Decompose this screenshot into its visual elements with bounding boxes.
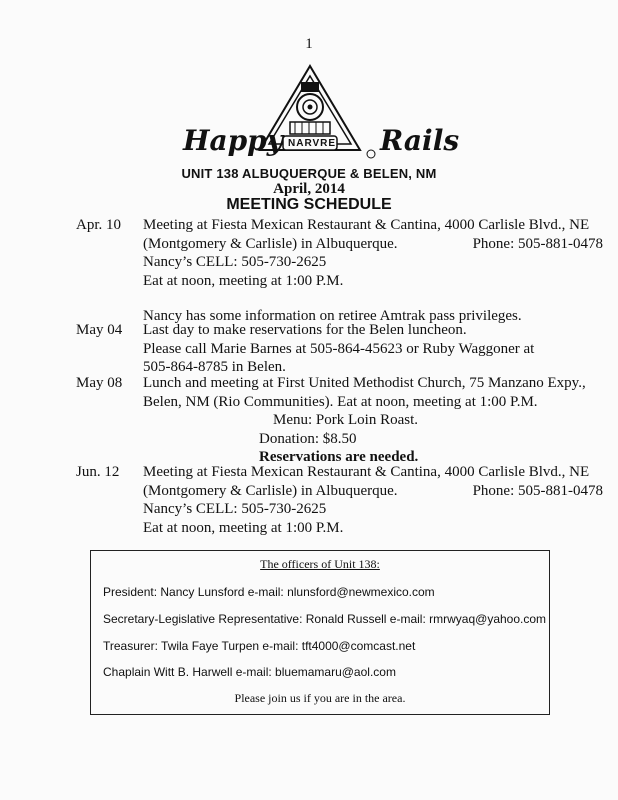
officer-secretary: Secretary-Legislative Representative: Ronald Russell e-mail: rmrwyaq@yahoo.com [103, 612, 547, 626]
entry-line: 505-864-8785 in Belen. [143, 359, 286, 375]
entry-line: Last day to make reservations for the Belen luncheon. [143, 322, 467, 338]
entry-phone: Phone: 505-881-0478 [472, 235, 603, 252]
entry-line: Meeting at Fiesta Mexican Restaurant & Cantina, 4000 Carlisle Blvd., NE [143, 217, 590, 233]
entry-line: Please call Marie Barnes at 505-864-45623 or Ruby Waggoner at [143, 340, 535, 357]
entry-donation: Donation: $8.50 [259, 430, 357, 447]
entry-line: Eat at noon, meeting at 1:00 P.M. [143, 272, 344, 289]
officers-box [90, 550, 550, 715]
officer-president: President: Nancy Lunsford e-mail: nlunsford@newmexico.com [103, 585, 435, 599]
officers-title: The officers of Unit 138: [260, 557, 380, 571]
entry-date: May 08 [76, 375, 123, 391]
entry-date: Jun. 12 [76, 464, 120, 480]
entry-line: Lunch and meeting at First United Methodist Church, 75 Manzano Expy., [143, 375, 586, 391]
logo-script-right: Rails [380, 124, 460, 157]
entry-line: (Montgomery & Carlisle) in Albuquerque. [143, 235, 398, 252]
officer-treasurer: Treasurer: Twila Faye Turpen e-mail: tft4000@comcast.net [103, 639, 416, 653]
logo-script-left: Happy [183, 124, 284, 157]
entry-note: Nancy has some information on retiree Amtrak pass privileges. [143, 308, 522, 324]
entry-reservations: Reservations are needed. [259, 449, 419, 465]
entry-line: Eat at noon, meeting at 1:00 P.M. [143, 519, 344, 536]
entry-menu: Menu: Pork Loin Roast. [273, 412, 418, 428]
officers-footer: Please join us if you are in the area. [234, 691, 406, 705]
officer-chaplain: Chaplain Witt B. Harwell e-mail: bluemamaru@aol.com [103, 665, 396, 679]
entry-date: May 04 [76, 322, 123, 338]
happy-rails-logo [175, 62, 460, 166]
entry-line: Nancy’s CELL: 505-730-2625 [143, 254, 327, 270]
entry-line: Belen, NM (Rio Communities). Eat at noon, meeting at 1:00 P.M. [143, 393, 538, 410]
logo-badge-text: NARVRE [288, 138, 337, 149]
entry-line: Meeting at Fiesta Mexican Restaurant & Cantina, 4000 Carlisle Blvd., NE [143, 464, 590, 480]
page-number: 1 [305, 36, 313, 52]
entry-date: Apr. 10 [76, 217, 121, 233]
unit-heading: UNIT 138 ALBUQUERQUE & BELEN, NM [181, 166, 437, 181]
entry-line: (Montgomery & Carlisle) in Albuquerque. [143, 482, 398, 499]
entry-phone: Phone: 505-881-0478 [472, 482, 603, 499]
page-title: MEETING SCHEDULE [226, 196, 392, 213]
month-heading: April, 2014 [273, 181, 345, 197]
entry-line: Nancy’s CELL: 505-730-2625 [143, 501, 327, 517]
